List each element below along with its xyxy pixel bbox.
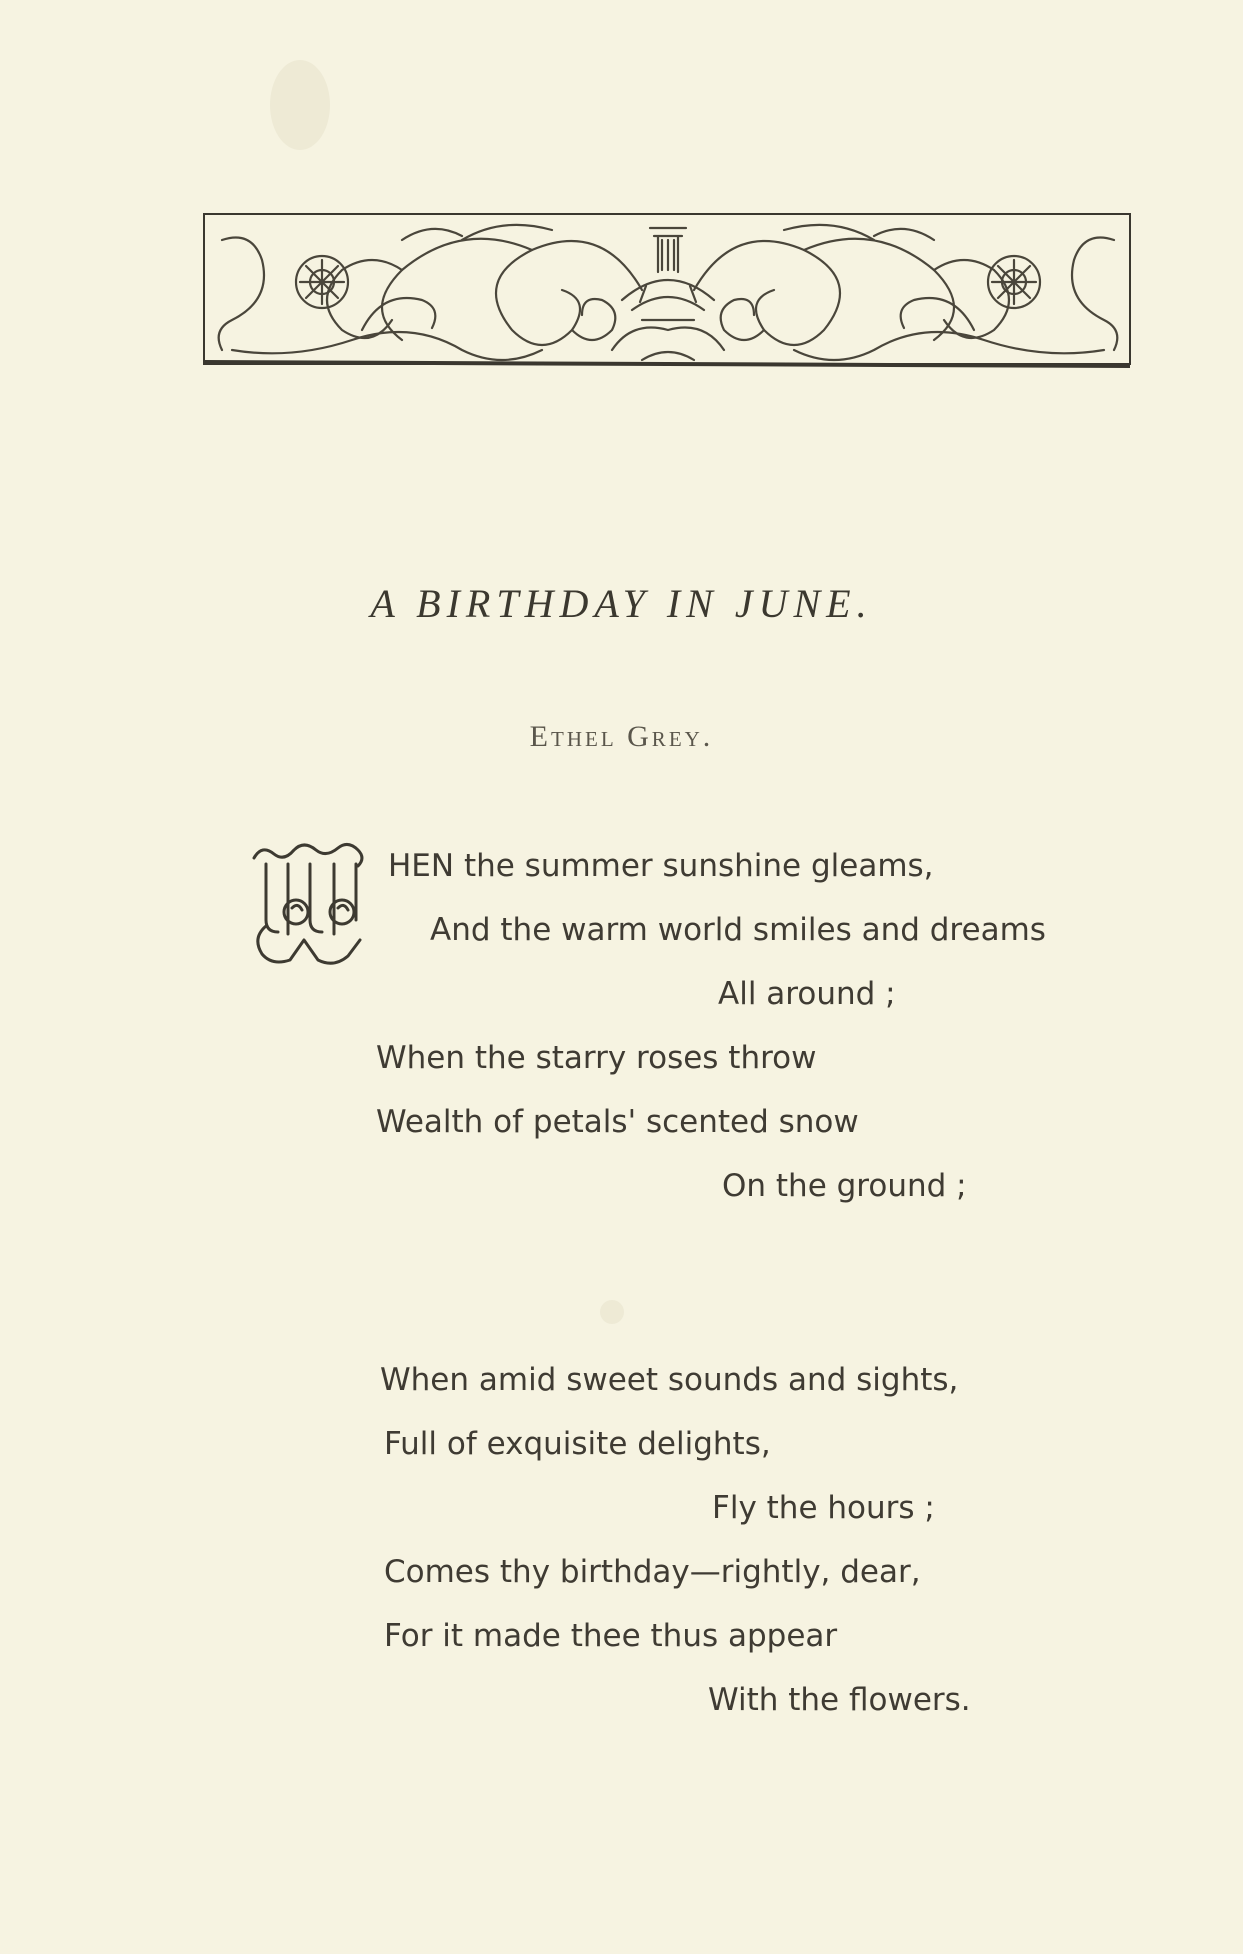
ornamental-headpiece [202, 210, 1134, 370]
drop-cap-letter [248, 838, 388, 978]
poem-line: For it made thee thus appear [384, 1618, 838, 1654]
poem-line: When the starry roses throw [376, 1040, 817, 1076]
poem-line: With the flowers. [708, 1682, 971, 1718]
poem-line: Full of exquisite delights, [384, 1426, 771, 1462]
poem-line: All around ; [718, 976, 896, 1012]
poem-line: Fly the hours ; [712, 1490, 935, 1526]
poem-line: When amid sweet sounds and sights, [380, 1362, 959, 1398]
poem-title: A BIRTHDAY IN JUNE. [370, 581, 873, 626]
poem-line: On the ground ; [722, 1168, 967, 1204]
paper-stain [270, 60, 330, 150]
poem-line: HEN the summer sunshine gleams, [388, 848, 934, 884]
poem-line: Comes thy birthday—rightly, dear, [384, 1554, 921, 1590]
paper-stain [600, 1300, 624, 1324]
poem-line: Wealth of petals' scented snow [376, 1104, 859, 1140]
poem-author: Ethel Grey. [529, 720, 714, 753]
drop-cap [248, 838, 388, 978]
poem-line: And the warm world smiles and dreams [430, 912, 1046, 948]
